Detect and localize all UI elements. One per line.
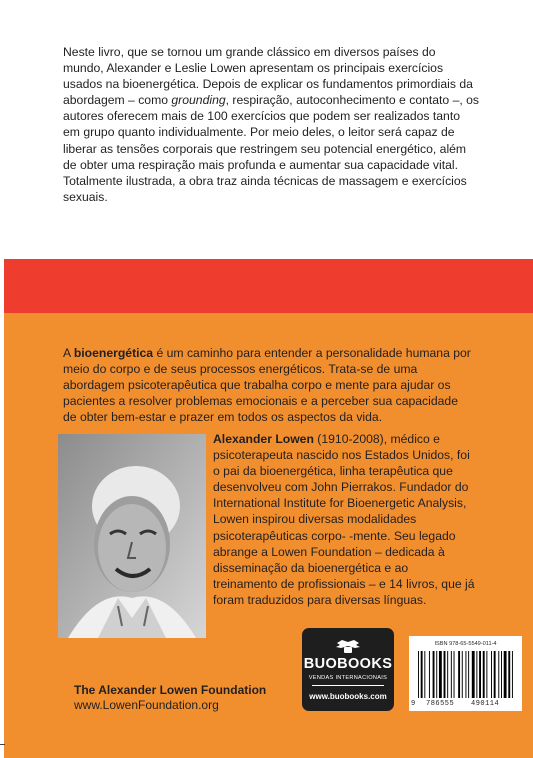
publisher-logo <box>302 628 394 711</box>
publisher-url: www.buobooks.com <box>309 692 387 701</box>
intro-term: bioenergética <box>73 346 154 360</box>
summary-grounding-term: grounding <box>171 93 226 108</box>
publisher-name: BUOBOOKS <box>303 656 393 672</box>
barcode-group-left: 786555 <box>426 700 455 708</box>
author-photo <box>58 434 206 638</box>
trim-mark <box>0 744 5 745</box>
intro-prefix: A <box>63 346 74 360</box>
red-band <box>4 259 533 313</box>
foundation-url: www.LowenFoundation.org <box>74 698 219 712</box>
barcode <box>409 636 522 711</box>
author-bio <box>213 431 475 608</box>
barcode-group-right: 490114 <box>471 700 500 708</box>
author-name: Alexander Lowen <box>213 432 314 446</box>
orange-panel <box>4 259 533 758</box>
barcode-first-digit: 9 <box>411 700 416 708</box>
summary-text-start: Neste livro, que se tornou um grande clássico em diversos países do mundo, Alexander e Leslie Lowen apresentam os principais exercícios usados na bioenergética. Depois de explicar os fundamentos primordiais da abordagem – como <box>63 45 473 108</box>
isbn-number: ISBN 978-65-5549-011-4 <box>434 641 497 647</box>
barcode-bars <box>418 651 513 698</box>
bioenergetics-intro <box>63 345 473 425</box>
back-cover-summary <box>63 44 479 205</box>
intro-text: é um caminho para entender a personalidade humana por meio do corpo e de seus processos energéticos. Trata-se de uma abordagem psicoterapêutica que trabalha corpo e mente para ajudar os pacientes a resolver problemas emocionais e a perceber sua capacidade de obter bem-estar e prazer em todos os aspectos da vida. <box>63 346 471 425</box>
summary-text-end: , respiração, autoconhecimento e contato –, os autores oferecem mais de 100 exercícios que podem ser realizados tanto em grupo quanto individualmente. Por meio deles, o leitor será capaz de liberar as tensões corporais que restringem seu potencial energético, além de obter uma respiração mais profunda e aumentar sua capacidade vital. Totalmente ilustrada, a obra traz ainda técnicas de massagem e exercícios sexuais. <box>63 93 480 204</box>
author-bio-text: (1910-2008), médico e psicoterapeuta nascido nos Estados Unidos, foi o pai da bioenergética, linha terapêutica que desenvolveu com John Pierrakos. Fundador do International Institute for Bioenergetic Analysis, Lowen inspirou diversas modalidades psicoterapêuticas corpo- -mente. Seu legado abrange a Lowen Foundation – dedicada à disseminação da bioenergética e ao treinamento de profissionais – e 14 livros, que já foram traduzidos para diversas línguas. <box>213 432 475 607</box>
foundation-name: The Alexander Lowen Foundation <box>74 683 267 697</box>
book-wings-icon <box>335 638 361 654</box>
publisher-subtitle: VENDAS INTERNACIONAIS <box>308 675 388 681</box>
publisher-divider <box>312 685 384 686</box>
